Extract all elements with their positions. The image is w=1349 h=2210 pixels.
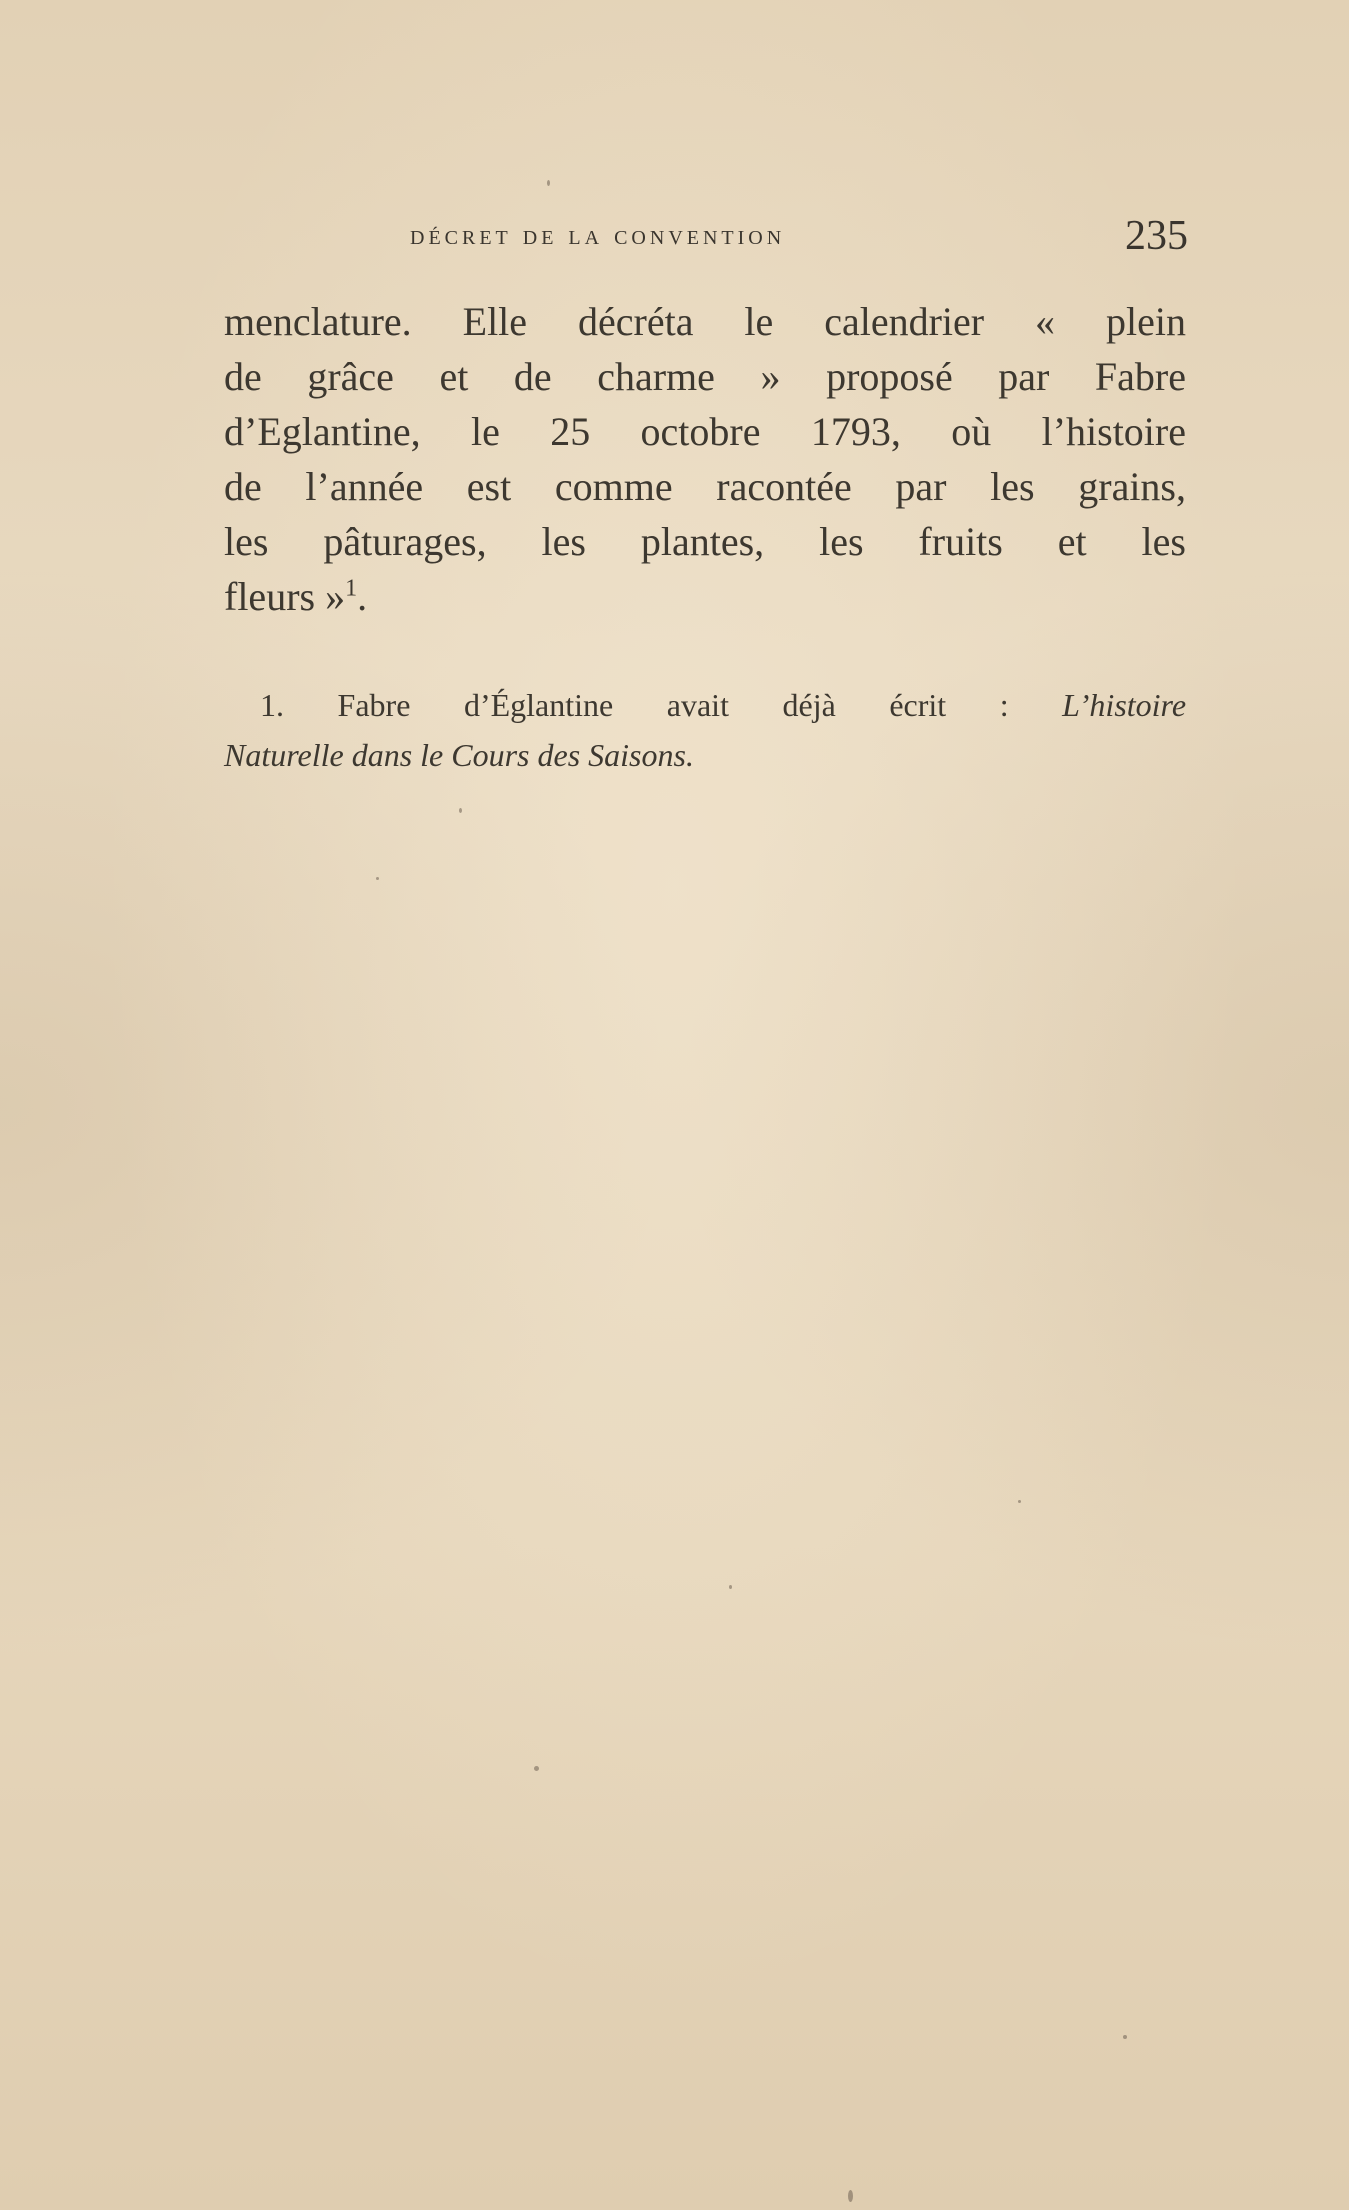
paper-speck [729, 1585, 732, 1589]
running-head [224, 212, 1188, 262]
footnote-reference: 1 [345, 575, 358, 602]
body-line: d’Eglantine, le 25 octobre 1793, où l’histoire [224, 409, 1186, 454]
page-number: 235 [1125, 213, 1188, 259]
body-line: de grâce et de charme » proposé par Fabre [224, 354, 1186, 399]
footnote [224, 680, 1186, 780]
paper-speck [459, 808, 462, 813]
body-line: de l’année est comme racontée par les grains, [224, 464, 1186, 509]
paper-speck [1123, 2035, 1127, 2039]
paper-speck [534, 1766, 539, 1771]
paper-speck [1018, 1500, 1021, 1503]
footnote-number: 1. [260, 687, 284, 723]
body-line: les pâturages, les plantes, les fruits et les [224, 519, 1186, 564]
paper-speck [547, 180, 550, 186]
body-paragraph [224, 294, 1186, 624]
body-line-period: . [357, 574, 368, 619]
footnote-text: Fabre d’Églantine avait déjà écrit : [337, 687, 1009, 723]
body-line-text: fleurs » [224, 574, 346, 619]
footnote-line [224, 680, 1186, 730]
footnote-title-part2: Naturelle dans le Cours des Saisons. [224, 737, 694, 773]
body-line-last [224, 569, 1186, 624]
body-line: menclature. Elle décréta le calendrier « plein [224, 299, 1186, 344]
paper-speck [376, 877, 379, 880]
running-title: décret de la convention [410, 220, 786, 251]
paper-speck [848, 2190, 853, 2202]
footnote-title-part1: L’histoire [1062, 687, 1187, 723]
